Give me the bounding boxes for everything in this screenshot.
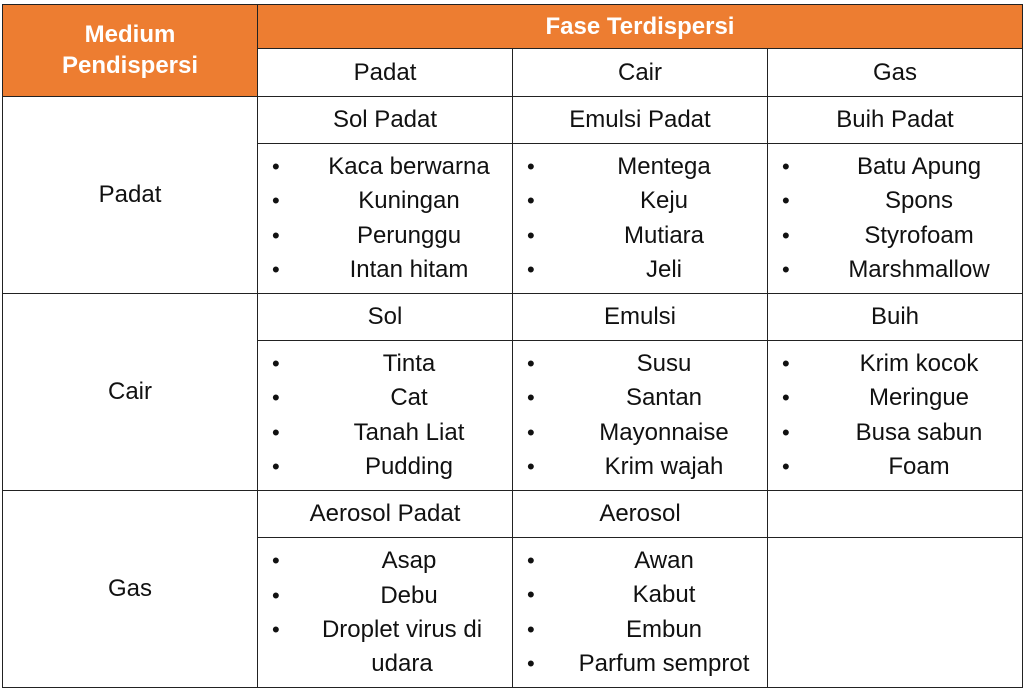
examples-list [513, 544, 767, 682]
list-item: • Santan [513, 381, 767, 416]
list-item: • Krim wajah [513, 450, 767, 485]
list-item: • Awan [513, 544, 767, 579]
examples-cell [768, 341, 1023, 491]
list-item: • Parfum semprot [513, 647, 767, 682]
examples-cell [768, 144, 1023, 294]
list-item: • Tanah Liat [258, 416, 512, 451]
list-item: • Debu [258, 579, 512, 614]
phase-col-gas [768, 49, 1023, 96]
medium-cell-gas [3, 490, 258, 687]
medium-cell-padat [3, 96, 258, 293]
list-item: • Asap [258, 544, 512, 579]
examples-list [258, 150, 512, 288]
colloid-name-label: Emulsi [603, 303, 676, 331]
examples-list [513, 150, 767, 288]
colloid-name-label: Aerosol [599, 500, 681, 528]
colloid-name-label: Emulsi Padat [569, 106, 711, 134]
colloid-name-empty [768, 490, 1023, 537]
list-item: • Spons [768, 184, 1022, 219]
list-item: • Krim kocok [768, 347, 1022, 382]
list-item: • Kaca berwarna [258, 150, 512, 185]
list-item: • Jeli [513, 253, 767, 288]
colloid-name [258, 490, 513, 537]
colloid-name-label: Sol [367, 303, 403, 331]
colloid-name [513, 96, 768, 143]
list-item: • Kuningan [258, 184, 512, 219]
phase-label: Padat [353, 58, 417, 86]
medium-label: Gas [107, 574, 152, 602]
examples-list [258, 544, 512, 681]
list-item: • Busa sabun [768, 416, 1022, 451]
examples-list [258, 347, 512, 485]
phase-col-padat [258, 49, 513, 96]
list-item: • Batu Apung [768, 150, 1022, 185]
examples-cell [258, 144, 513, 294]
colloid-name-label: Aerosol Padat [309, 500, 461, 528]
examples-list [768, 347, 1022, 485]
colloid-name [258, 96, 513, 143]
list-item: • Intan hitam [258, 253, 512, 288]
phase-header [258, 5, 1023, 49]
phase-label: Cair [617, 58, 662, 86]
medium-label: Cair [107, 377, 152, 405]
colloid-name [513, 293, 768, 340]
examples-cell-empty [768, 538, 1023, 688]
list-item: • Embun [513, 613, 767, 648]
colloid-name [258, 293, 513, 340]
list-item: • Kabut [513, 578, 767, 613]
list-item: • Marshmallow [768, 253, 1022, 288]
phase-col-cair [513, 49, 768, 96]
medium-label: Padat [98, 180, 162, 208]
examples-cell [513, 341, 768, 491]
list-item: • Susu [513, 347, 767, 382]
list-item: • Perunggu [258, 219, 512, 254]
list-item: • Styrofoam [768, 219, 1022, 254]
colloid-name-label: Buih Padat [836, 106, 954, 134]
medium-header [3, 5, 258, 97]
list-item: • Foam [768, 450, 1022, 485]
list-item: • Meringue [768, 381, 1022, 416]
colloid-types-table [2, 4, 1023, 688]
examples-cell [513, 538, 768, 688]
colloid-name-label: Sol Padat [332, 106, 438, 134]
examples-cell [258, 538, 513, 688]
medium-cell-cair [3, 293, 258, 490]
colloid-name-label: Buih [870, 303, 920, 331]
examples-list [513, 347, 767, 485]
examples-cell [513, 144, 768, 294]
list-item: • Keju [513, 184, 767, 219]
examples-cell [258, 341, 513, 491]
examples-list [768, 150, 1022, 288]
list-item: • Cat [258, 381, 512, 416]
list-item: • Pudding [258, 450, 512, 485]
list-item: • Tinta [258, 347, 512, 382]
colloid-name [768, 293, 1023, 340]
colloid-name [768, 96, 1023, 143]
phase-header-label: Fase Terdispersi [545, 13, 735, 41]
colloid-name [513, 490, 768, 537]
list-item: • Droplet virus di udara [258, 613, 512, 681]
list-item: • Mayonnaise [513, 416, 767, 451]
phase-label: Gas [872, 58, 917, 86]
medium-header-label: Medium Pendispersi [61, 21, 199, 80]
list-item: • Mutiara [513, 219, 767, 254]
list-item: • Mentega [513, 150, 767, 185]
